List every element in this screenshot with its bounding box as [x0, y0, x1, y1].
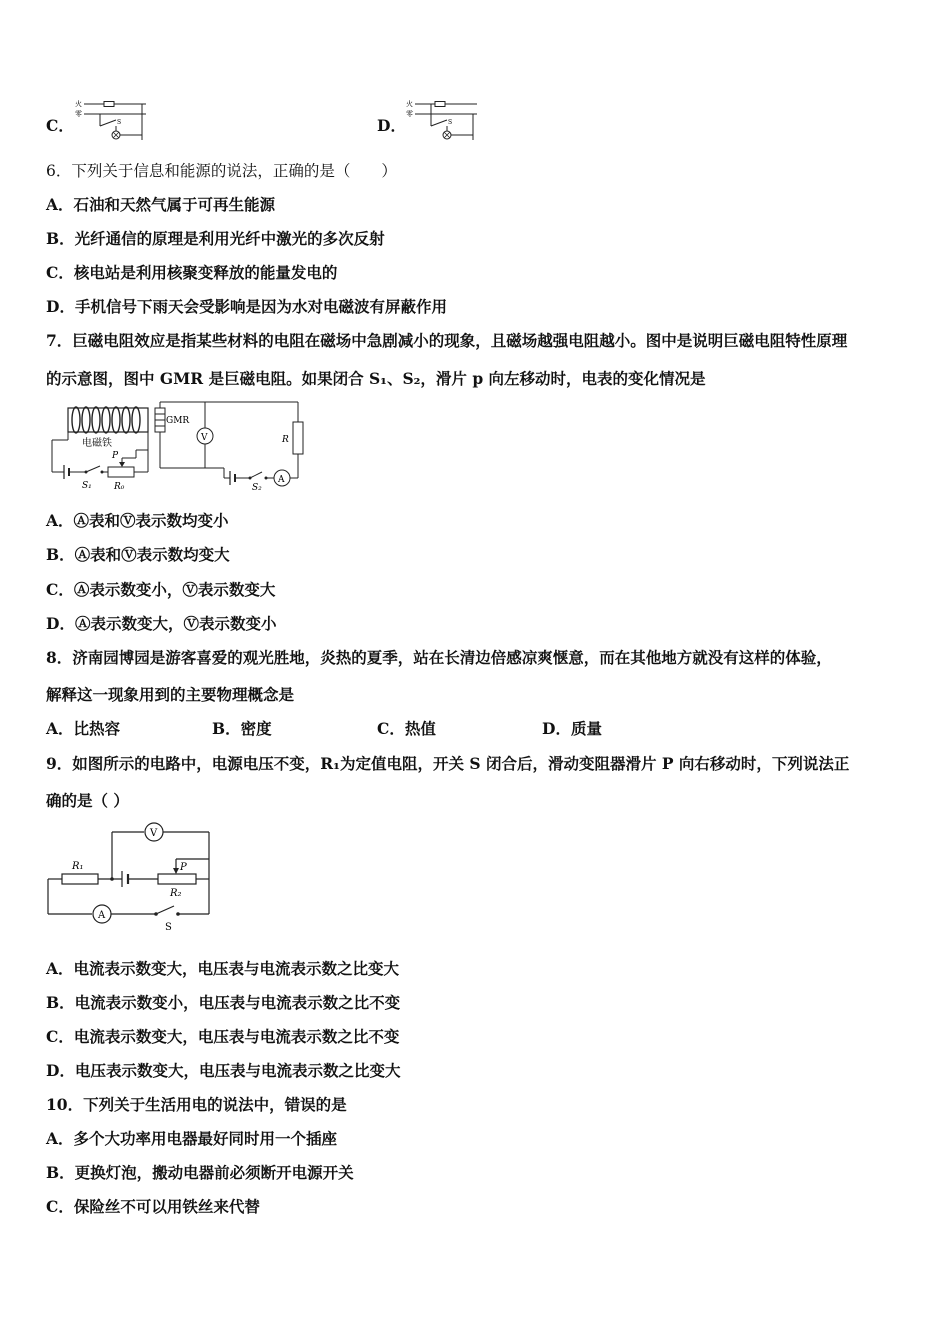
q9-option-b: B．电流表示数变小，电压表与电流表示数之比不变 — [46, 993, 401, 1012]
electromagnet-label: 电磁铁 — [82, 438, 112, 449]
switch-s1-label: S₁ — [82, 481, 92, 491]
resistor-r1 — [62, 874, 98, 884]
q8-stem-line2: 解释这一现象用到的主要物理概念是 — [46, 685, 295, 704]
switch-s-label: S — [448, 119, 453, 126]
rheostat-r0 — [108, 467, 134, 477]
q5-option-c-figure — [74, 98, 150, 144]
q10-option-a: A．多个大功率用电器最好同时用一个插座 — [46, 1129, 338, 1148]
q7-option-b: B．Ⓐ表和Ⓥ表示数均变大 — [46, 545, 230, 564]
zero-wire-label: 零 — [406, 110, 413, 118]
voltmeter-label: V — [150, 828, 158, 839]
q6-option-b: B．光纤通信的原理是利用光纤中激光的多次反射 — [46, 229, 385, 248]
q5-option-c-label: C． — [46, 116, 74, 135]
switch-s2-label: S₂ — [252, 483, 262, 493]
q7-option-d: D．Ⓐ表示数变大，Ⓥ表示数变小 — [46, 614, 277, 633]
ammeter-label: A — [278, 475, 285, 485]
q6-option-c: C．核电站是利用核聚变释放的能量发电的 — [46, 263, 338, 282]
q7-option-a: A．Ⓐ表和Ⓥ表示数均变小 — [46, 511, 229, 530]
resistor-r-label: R — [282, 435, 289, 445]
q10-option-b: B．更换灯泡，搬动电器前必须断开电源开关 — [46, 1163, 354, 1182]
rheostat-r2-label: R₂ — [170, 888, 182, 899]
slider-p-label: P — [112, 451, 119, 461]
q6-option-d: D．手机信号下雨天会受影响是因为水对电磁波有屏蔽作用 — [46, 297, 447, 316]
fire-wire-label: 火 — [406, 100, 413, 108]
q9-stem-line1: 9．如图所示的电路中，电源电压不变，R₁为定值电阻，开关 S 闭合后，滑动变阻器滑片 P 向右移动时，下列说法正 — [46, 754, 850, 773]
q5-option-d-figure — [405, 98, 481, 144]
q5-option-d-label: D． — [377, 116, 406, 135]
q9-option-c: C．电流表示数变大，电压表与电流表示数之比不变 — [46, 1027, 400, 1046]
switch-s-label: S — [165, 922, 172, 933]
q9-circuit-figure — [44, 822, 216, 934]
gmr-label: GMR — [166, 416, 190, 426]
q8-option-c: C．热值 — [377, 719, 436, 738]
fire-wire-label: 火 — [75, 100, 82, 108]
voltmeter-label: V — [201, 433, 208, 443]
q6-stem: 6．下列关于信息和能源的说法，正确的是（ ） — [46, 162, 397, 180]
rheostat-r0-label: R₀ — [114, 482, 125, 492]
resistor-r — [293, 422, 303, 454]
q7-stem-line2: 的示意图，图中 GMR 是巨磁电阻。如果闭合 S₁、S₂，滑片 p 向左移动时，电表的变化情况是 — [46, 369, 706, 388]
q7-stem-line1: 7．巨磁电阻效应是指某些材料的电阻在磁场中急剧减小的现象，且磁场越强电阻越小。图中是说明巨磁电阻特性原理 — [46, 331, 848, 350]
q8-option-a: A．比热容 — [46, 719, 121, 738]
q9-option-d: D．电压表示数变大，电压表与电流表示数之比变大 — [46, 1061, 401, 1080]
switch-s-label: S — [117, 119, 122, 126]
q10-option-c: C．保险丝不可以用铁丝来代替 — [46, 1197, 260, 1216]
q9-stem-line2: 确的是（ ） — [46, 791, 129, 810]
q7-gmr-circuit-figure — [44, 398, 306, 494]
ammeter-label: A — [98, 910, 106, 921]
slider-p-label: P — [180, 862, 187, 873]
resistor-r1-label: R₁ — [72, 861, 84, 872]
zero-wire-label: 零 — [75, 110, 82, 118]
q9-option-a: A．电流表示数变大，电压表与电流表示数之比变大 — [46, 959, 400, 978]
q8-stem-line1: 8．济南园博园是游客喜爱的观光胜地，炎热的夏季，站在长清边倍感凉爽惬意，而在其他地方就没有这样的体验， — [46, 648, 832, 667]
q8-option-b: B．密度 — [212, 719, 272, 738]
q10-stem: 10．下列关于生活用电的说法中，错误的是 — [46, 1095, 347, 1114]
q6-option-a: A．石油和天然气属于可再生能源 — [46, 195, 276, 214]
q7-option-c: C．Ⓐ表示数变小，Ⓥ表示数变大 — [46, 580, 276, 599]
q8-option-d: D．质量 — [542, 719, 602, 738]
rheostat-r2 — [158, 874, 196, 884]
